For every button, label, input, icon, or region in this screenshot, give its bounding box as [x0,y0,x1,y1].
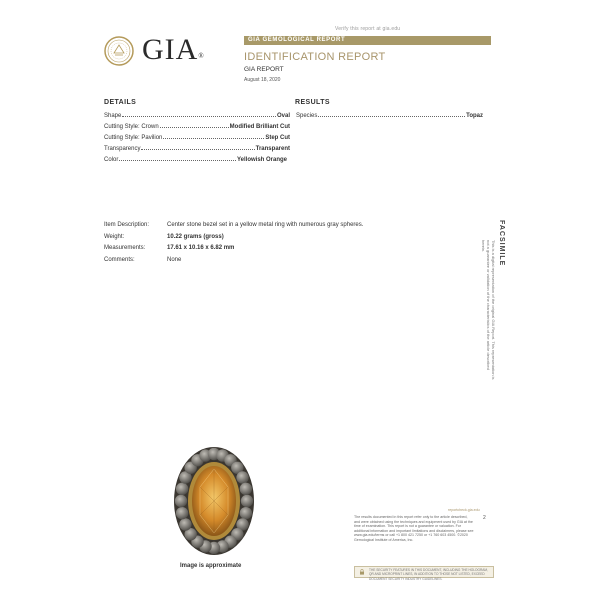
gia-logo: GIA® [142,33,205,66]
gray-sphere [179,518,191,530]
details-list [104,133,290,143]
item-description: Item Description: Center stone bezel set in a yellow metal ring with numerous gray spheres. [104,222,364,228]
detail-row: Cutting Style: Pavilion Step Cut [104,135,290,141]
item-measurements: Measurements: 17.61 x 10.16 x 6.82 mm [104,245,235,251]
details-list [104,122,290,132]
gray-sphere [241,495,253,507]
detail-row: Color Yellowish Orange [104,157,287,163]
report-title: IDENTIFICATION REPORT [244,51,386,63]
facsimile-note: This is a digital representation of the original GIA Report. This representation is not a guarantee or validation of the characteristics of the article described herein. [481,240,496,380]
details-list [104,111,290,121]
page-number: 2 [483,515,486,521]
detail-row: Cutting Style: Crown Modified Brilliant Cut [104,124,290,130]
detail-row: Transparency Transparent [104,146,290,152]
details-heading: DETAILS [104,99,137,106]
gray-sphere [175,495,187,507]
result-row: Species Topaz [296,113,483,119]
lock-icon [359,569,365,575]
report-banner: GIA GEMOLOGICAL REPORT [244,36,491,45]
security-text: THE SECURITY FEATURES IN THIS DOCUMENT, INCLUDING THE HOLOGRAM, QR AND MICROPRINT LINES, IN ADDITION TO THOSE NOT LISTED, EXCEED DOCUMENT SECURITY INDUSTRY GUIDELINES. [369,568,488,581]
report-subtitle: GIA REPORT [244,66,284,73]
ring-image [172,445,256,557]
item-comments: Comments: None [104,257,182,263]
gray-sphere [176,507,188,519]
gray-sphere [240,483,252,495]
details-list [104,144,290,154]
gray-sphere [176,483,188,495]
image-caption: Image is approximate [180,563,242,569]
item-weight: Weight: 10.22 grams (gross) [104,234,224,240]
disclaimer-text: The results documented in this report refer only to the article described, and were obtained using the techniques and equipment used by GIA at the time of examination. This report is not a guarantee or valuation. For additional information and important limitations and disclaimers, please see www.gia.edu/terms or call +1 800 421 7250 or +1 760 603 4500. ©2020 Gemological Institute of America, Inc. [354,515,474,542]
website-link[interactable]: reportcheck.gia.edu [448,508,480,512]
gray-sphere [236,471,248,483]
details-list [104,155,287,165]
results-heading: RESULTS [295,99,330,106]
security-strip [354,566,494,581]
facsimile-label: FACSIMILE [498,220,505,267]
detail-row: Shape Oval [104,113,290,119]
gia-seal-icon [104,36,134,66]
results-list [296,111,483,121]
report-date: August 18, 2020 [244,77,281,83]
gray-sphere [240,507,252,519]
verify-link[interactable]: Verify this report at gia.edu [335,26,401,32]
